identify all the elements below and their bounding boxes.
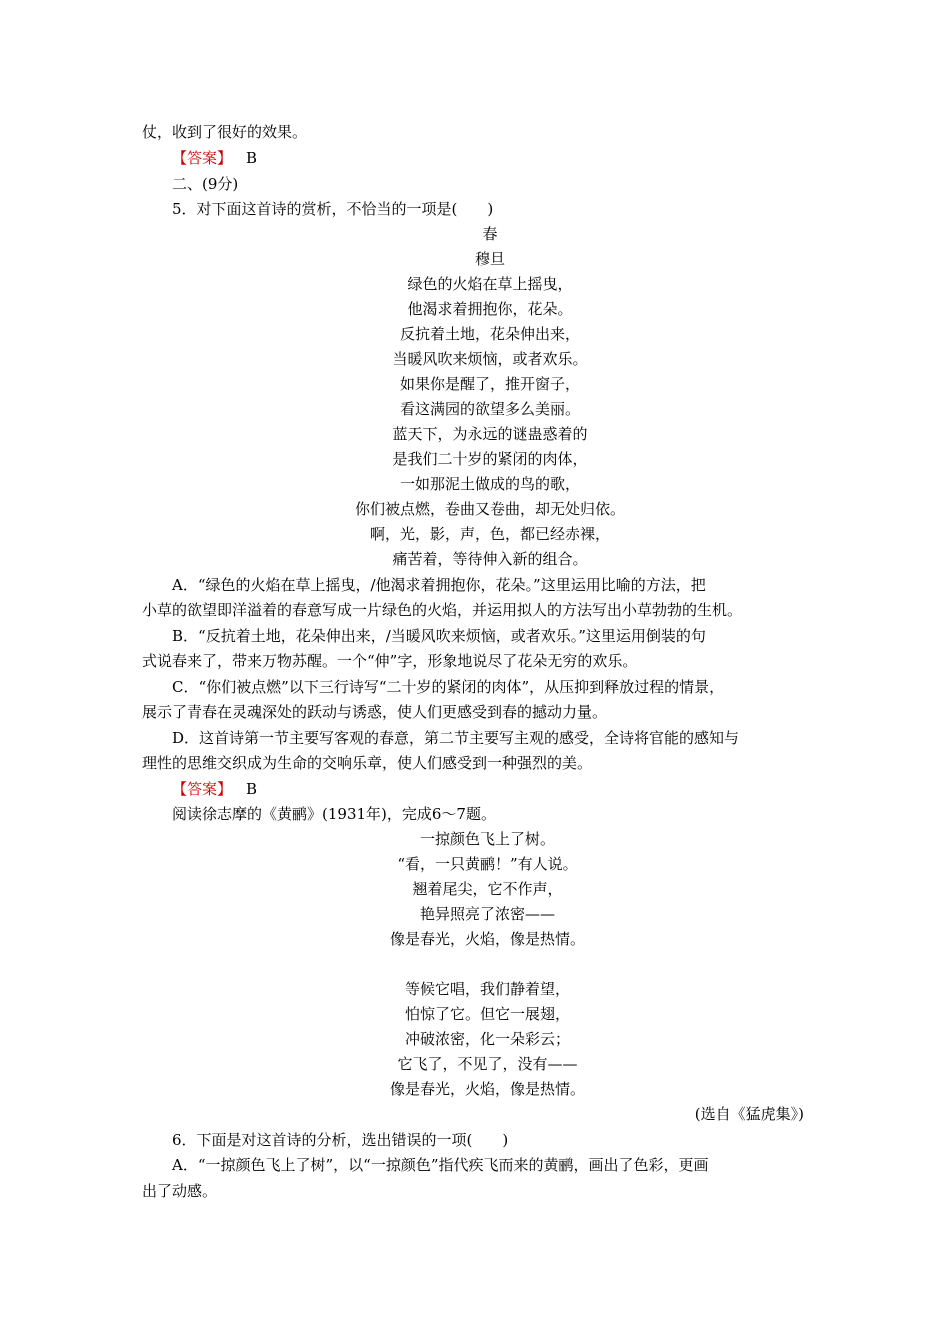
answer-value: B: [246, 149, 258, 167]
poem-line: 一掠颜色飞上了树。: [419, 830, 555, 848]
poem-line: 如果你是醒了，推开窗子，: [399, 375, 580, 393]
question-5: 5．对下面这首诗的赏析，不恰当的一项是( ): [172, 200, 494, 218]
option-d: D．这首诗第一节主要写客观的春意，第二节主要写主观的感受，全诗将官能的感知与: [172, 729, 740, 747]
poem-line: 像是春光，火焰，像是热情。: [389, 930, 585, 948]
poem-line: 蓝天下，为永远的谜蛊惑着的: [392, 425, 588, 443]
reading-instruction: 阅读徐志摩的《黄鹂》(1931年)，完成6～7题。: [172, 805, 496, 823]
poem-line: 痛苦着，等待伸入新的组合。: [392, 550, 588, 568]
option-b: B．“反抗着土地，花朵伸出来，/当暖风吹来烦恼，或者欢乐。”这里运用倒装的句: [172, 627, 706, 645]
option-a-cont: 小草的欲望即洋溢着的春意写成一片绿色的火焰，并运用拟人的方法写出小草勃勃的生机。: [142, 601, 743, 619]
poem-line: 等候它唱，我们静着望，: [404, 980, 570, 998]
poem-line: “看，一只黄鹂！”有人说。: [397, 855, 578, 873]
poem-line: 他渴求着拥抱你，花朵。: [407, 300, 573, 318]
text-line: 仗，收到了很好的效果。: [142, 123, 308, 141]
poem-line: 当暖风吹来烦恼，或者欢乐。: [392, 350, 588, 368]
poem-line: 艳异照亮了浓密——: [419, 905, 555, 923]
answer-line: [172, 148, 257, 168]
answer-label: 【答案】: [172, 149, 233, 167]
option-c: C．“你们被点燃”以下三行诗写“二十岁的紧闭的肉体”，从压抑到释放过程的情景，: [172, 678, 725, 696]
poem-line: 绿色的火焰在草上摇曳，: [407, 275, 573, 293]
poem-line: 啊，光，影，声，色，都已经赤裸，: [369, 525, 610, 543]
answer-label: 【答案】: [172, 780, 233, 798]
section-heading: 二、(9分): [172, 175, 239, 193]
poem-title: 春: [482, 225, 498, 243]
question-6-option-a-cont: 出了动感。: [142, 1182, 218, 1200]
poem-line: 冲破浓密，化一朵彩云；: [404, 1030, 570, 1048]
poem-author: 穆旦: [474, 250, 505, 268]
poem-line: 它飞了，不见了，没有——: [397, 1055, 578, 1073]
poem-line: 反抗着土地，花朵伸出来，: [399, 325, 580, 343]
poem-line: 是我们二十岁的紧闭的肉体，: [392, 450, 588, 468]
question-6: 6．下面是对这首诗的分析，选出错误的一项( ): [172, 1131, 509, 1149]
answer-value: B: [246, 780, 258, 798]
poem-source: (选自《猛虎集》): [694, 1105, 804, 1123]
poem-line: 翘着尾尖，它不作声，: [412, 880, 563, 898]
option-d-cont: 理性的思维交织成为生命的交响乐章，使人们感受到一种强烈的美。: [142, 754, 593, 772]
option-b-cont: 式说春来了，带来万物苏醒。一个“伸”字，形象地说尽了花朵无穷的欢乐。: [142, 652, 638, 670]
option-a: A．“绿色的火焰在草上摇曳，/他渴求着拥抱你，花朵。”这里运用比喻的方法，把: [172, 576, 706, 594]
poem-line: 一如那泥土做成的鸟的歌，: [399, 475, 580, 493]
question-6-option-a: A．“一掠颜色飞上了树”，以“一掠颜色”指代疾飞而来的黄鹂，画出了色彩，更画: [172, 1156, 709, 1174]
option-c-cont: 展示了青春在灵魂深处的跃动与诱惑，使人们更感受到春的撼动力量。: [142, 703, 608, 721]
poem-line: 怕惊了它。但它一展翅，: [404, 1005, 570, 1023]
poem-line: 你们被点燃，卷曲又卷曲，却无处归依。: [354, 500, 625, 518]
poem-line: 看这满园的欲望多么美丽。: [399, 400, 580, 418]
poem-line: 像是春光，火焰，像是热情。: [389, 1080, 585, 1098]
answer-line: [172, 779, 257, 799]
